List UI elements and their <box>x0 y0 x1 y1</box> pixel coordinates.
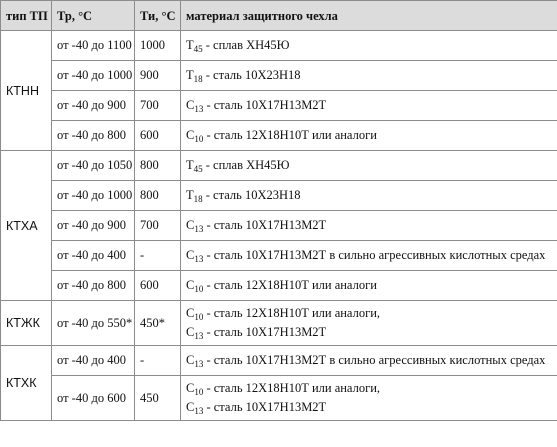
material-line <box>186 304 552 323</box>
material-code-subscript: 45 <box>193 164 203 174</box>
tp-cell: от -40 до 900 <box>52 211 135 241</box>
header-type: тип ТП <box>1 1 52 31</box>
material-line <box>186 351 552 370</box>
material-line <box>186 36 552 55</box>
material-description: - сплав ХН45Ю <box>202 38 290 52</box>
material-description: - сталь 12Х18Н10Т или аналоги, <box>203 381 381 395</box>
material-code: Т <box>186 158 194 172</box>
material-code: С <box>186 325 195 339</box>
type-cell: КТХА <box>1 151 52 301</box>
table-row <box>1 376 557 421</box>
material-code-subscript: 10 <box>194 312 204 322</box>
material-code: С <box>186 128 195 142</box>
tp-cell: от -40 до 400 <box>52 241 135 271</box>
type-cell: КТНН <box>1 31 52 151</box>
table-row <box>1 211 557 241</box>
header-tp: Тр, °С <box>52 1 135 31</box>
material-code-subscript: 13 <box>194 331 204 341</box>
material-cell <box>181 151 557 181</box>
material-cell <box>181 301 557 346</box>
table-row <box>1 241 557 271</box>
type-cell: КТЖК <box>1 301 52 346</box>
material-description: - сталь 10Х17Н13М2Т <box>203 218 327 232</box>
tp-cell: от -40 до 1100 <box>52 31 135 61</box>
material-line <box>186 186 552 205</box>
type-cell: КТХК <box>1 346 52 421</box>
table-row <box>1 61 557 91</box>
table-row <box>1 181 557 211</box>
tp-cell: от -40 до 1050 <box>52 151 135 181</box>
material-code: Т <box>186 188 194 202</box>
ti-cell: 800 <box>135 181 181 211</box>
material-cell <box>181 241 557 271</box>
material-cell <box>181 376 557 421</box>
material-code: Т <box>186 38 194 52</box>
material-code-subscript: 18 <box>193 74 203 84</box>
table-row <box>1 91 557 121</box>
material-line <box>186 216 552 235</box>
material-code-subscript: 13 <box>194 254 204 264</box>
material-code: С <box>186 353 195 367</box>
header-row <box>1 1 557 31</box>
material-description: - сталь 10Х17Н13М2Т в сильно агрессивных кислотных средах <box>203 353 546 367</box>
material-code-subscript: 10 <box>194 134 204 144</box>
material-line <box>186 126 552 145</box>
ti-cell: 450* <box>135 301 181 346</box>
table-row <box>1 301 557 346</box>
material-description: - сталь 12Х18Н10Т или аналоги <box>203 128 377 142</box>
material-code-subscript: 10 <box>194 284 204 294</box>
material-description: - сталь 10Х23Н18 <box>202 188 301 202</box>
ti-cell: 900 <box>135 61 181 91</box>
material-code-subscript: 13 <box>194 224 204 234</box>
material-cell <box>181 91 557 121</box>
material-cell <box>181 271 557 301</box>
tp-cell: от -40 до 800 <box>52 121 135 151</box>
table-row <box>1 151 557 181</box>
material-cell <box>181 31 557 61</box>
tp-cell: от -40 до 550* <box>52 301 135 346</box>
material-description: - сталь 10Х17Н13М2Т в сильно агрессивных кислотных средах <box>203 248 546 262</box>
tp-cell: от -40 до 400 <box>52 346 135 376</box>
material-line <box>186 246 552 265</box>
header-material: материал защитного чехла <box>181 1 557 31</box>
material-line <box>186 398 552 417</box>
material-code: С <box>186 218 195 232</box>
ti-cell: 600 <box>135 271 181 301</box>
table-row <box>1 271 557 301</box>
material-code-subscript: 10 <box>194 387 204 397</box>
material-description: - сплав ХН45Ю <box>202 158 290 172</box>
header-ti: Ти, °С <box>135 1 181 31</box>
material-description: - сталь 10Х23Н18 <box>202 68 301 82</box>
material-code: С <box>186 98 195 112</box>
tp-cell: от -40 до 1000 <box>52 181 135 211</box>
ti-cell: 600 <box>135 121 181 151</box>
material-line <box>186 276 552 295</box>
material-code: Т <box>186 68 194 82</box>
material-description: - сталь 10Х17Н13М2Т <box>203 98 327 112</box>
ti-cell: - <box>135 346 181 376</box>
material-cell <box>181 121 557 151</box>
material-description: - сталь 10Х17Н13М2Т <box>203 325 327 339</box>
material-code-subscript: 13 <box>194 104 204 114</box>
ti-cell: 700 <box>135 211 181 241</box>
material-description: - сталь 10Х17Н13М2Т <box>203 400 327 414</box>
material-line <box>186 96 552 115</box>
material-line <box>186 66 552 85</box>
table-row <box>1 31 557 61</box>
material-code-subscript: 45 <box>193 44 203 54</box>
table-row <box>1 346 557 376</box>
ti-cell: - <box>135 241 181 271</box>
material-description: - сталь 12Х18Н10Т или аналоги <box>203 278 377 292</box>
table-body <box>1 31 557 421</box>
ti-cell: 450 <box>135 376 181 421</box>
material-line <box>186 379 552 398</box>
material-code-subscript: 13 <box>194 359 204 369</box>
material-code: С <box>186 306 195 320</box>
material-code-subscript: 18 <box>193 194 203 204</box>
material-code: С <box>186 381 195 395</box>
material-code: С <box>186 278 195 292</box>
table-row <box>1 121 557 151</box>
material-line <box>186 156 552 175</box>
material-description: - сталь 12Х18Н10Т или аналоги, <box>203 306 381 320</box>
tp-cell: от -40 до 800 <box>52 271 135 301</box>
material-code: С <box>186 400 195 414</box>
material-cell <box>181 61 557 91</box>
material-cell <box>181 181 557 211</box>
ti-cell: 700 <box>135 91 181 121</box>
material-line <box>186 323 552 342</box>
material-cell <box>181 346 557 376</box>
tp-cell: от -40 до 600 <box>52 376 135 421</box>
tp-cell: от -40 до 1000 <box>52 61 135 91</box>
ti-cell: 1000 <box>135 31 181 61</box>
material-code: С <box>186 248 195 262</box>
material-code-subscript: 13 <box>194 406 204 416</box>
ti-cell: 800 <box>135 151 181 181</box>
material-cell <box>181 211 557 241</box>
tp-cell: от -40 до 900 <box>52 91 135 121</box>
